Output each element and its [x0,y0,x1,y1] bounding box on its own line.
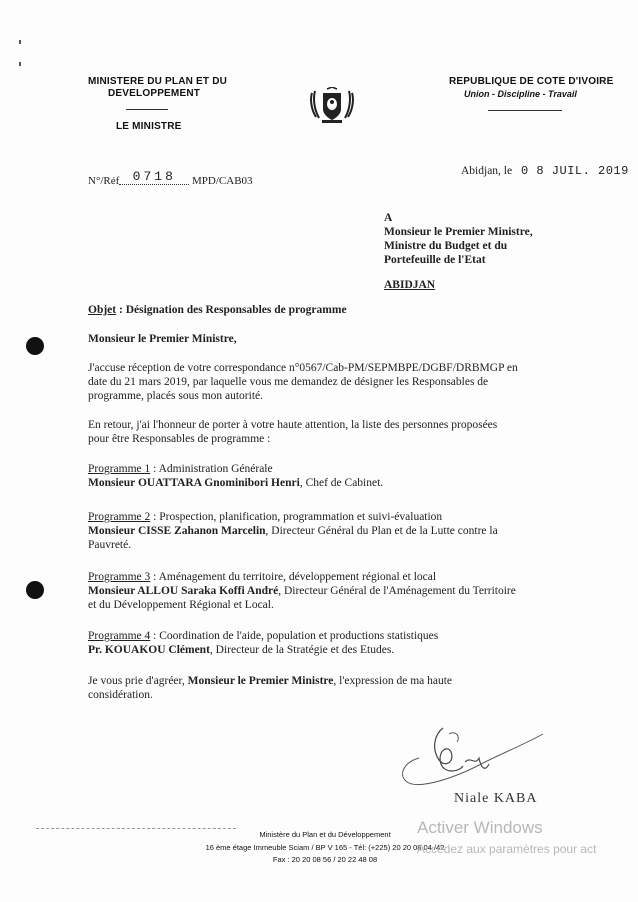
date-place: Abidjan, le [461,165,513,177]
minister-title: LE MINISTRE [116,121,182,132]
edge-mark [19,62,21,66]
reference-prefix: N°/Réf [88,175,120,187]
programme-label: Programme 2 [88,511,151,523]
programme-role: , Directeur Général du Plan et de la Lutte contre la [265,525,498,537]
header-divider-left [126,109,168,110]
programme-2-responsible-cont: Pauvreté. [88,539,132,551]
signatory-name: Niale KABA [454,791,538,806]
body-paragraph1-line2: date du 21 mars 2019, par laquelle vous me demandez de désigner les Responsables de [88,376,489,388]
footer-address: 16 ème étage Immeuble Sciam / BP V 165 - Tél: (+225) 20 20 08 04 /42 [205,843,445,852]
salutation: Monsieur le Premier Ministre, [88,333,237,345]
programme-4-responsible [88,643,394,657]
programme-2-title [88,510,442,524]
programme-person: Monsieur OUATTARA Gnominibori Henri [88,477,300,489]
programme-label: Programme 3 [88,571,151,583]
closing-post: , l'expression de ma haute [333,675,453,687]
ministry-name-line2: DEVELOPPEMENT [108,88,201,99]
reference-suffix: MPD/CAB03 [192,175,253,187]
programme-person: Monsieur ALLOU Saraka Koffi André [88,585,279,597]
body-paragraph2-line1: En retour, j'ai l'honneur de porter à votre haute attention, la liste des personnes proposées [88,419,498,431]
closing-pre: Je vous prie d'agréer, [88,675,188,687]
reference-number: 0718 [119,170,189,185]
signature-scribble [385,722,545,794]
programme-4-title [88,629,438,643]
programme-title: : Aménagement du territoire, développement régional et local [150,571,437,583]
date-line [461,164,629,178]
programme-1-responsible [88,476,383,490]
programme-person: Monsieur CISSE Zahanon Marcelin [88,525,266,537]
republic-name: REPUBLIQUE DE COTE D'IVOIRE [449,76,614,87]
programme-role: , Directeur de la Stratégie et des Etudes. [209,644,395,656]
reference-line [88,169,253,189]
programme-3-title [88,570,436,584]
programme-title: : Coordination de l'aide, population et productions statistiques [150,630,439,642]
programme-1-title [88,462,273,476]
programme-label: Programme 4 [88,630,151,642]
programme-3-responsible [88,584,516,598]
watermark-title: Activer Windows [417,818,543,837]
programme-role: , Chef de Cabinet. [299,477,384,489]
programme-2-responsible [88,524,498,538]
programme-3-responsible-cont: et du Développement Régional et Local. [88,599,274,611]
closing-line2: considération. [88,689,153,701]
punch-hole [26,337,44,355]
national-motto: Union - Discipline - Travail [464,89,577,99]
subject-line [88,303,347,317]
programme-person: Pr. KOUAKOU Clément [88,644,210,656]
recipient-a: A [384,212,393,224]
subject-label: Objet [88,304,117,316]
recipient-line3: Portefeuille de l'Etat [384,254,486,266]
recipient-line1: Monsieur le Premier Ministre, [384,226,533,238]
closing-line1 [88,674,452,688]
body-paragraph2-line2: pour être Responsables de programme : [88,433,271,445]
body-paragraph1-line3: programme, placés sous mon autorité. [88,390,264,402]
closing-addressee: Monsieur le Premier Ministre [187,675,334,687]
footer-fax: Fax : 20 20 08 56 / 20 22 48 08 [272,855,378,864]
recipient-city: ABIDJAN [384,279,436,291]
programme-label: Programme 1 [88,463,151,475]
programme-role: , Directeur Général de l'Aménagement du Territoire [278,585,516,597]
header-divider-right [488,110,562,111]
footer-ministry: Ministère du Plan et du Développement [259,830,391,839]
footer-dashed-rule [36,828,236,829]
programme-title: : Administration Générale [150,463,273,475]
ministry-name-line1: MINISTERE DU PLAN ET DU [88,76,228,87]
watermark-subtitle: Accédez aux paramètres pour act [417,842,597,856]
subject-text: : Désignation des Responsables de programme [116,304,347,316]
recipient-line2: Ministre du Budget et du [384,240,508,252]
date-stamp: 0 8 JUIL. 2019 [520,164,629,178]
edge-mark [19,40,21,44]
punch-hole [26,581,44,599]
coat-of-arms-emblem [308,87,356,125]
programme-title: : Prospection, planification, programmation et suivi-évaluation [150,511,443,523]
body-paragraph1-line1: J'accuse réception de votre correspondance n°0567/Cab-PM/SEPMBPE/DGBF/DRBMGP en [88,362,518,374]
